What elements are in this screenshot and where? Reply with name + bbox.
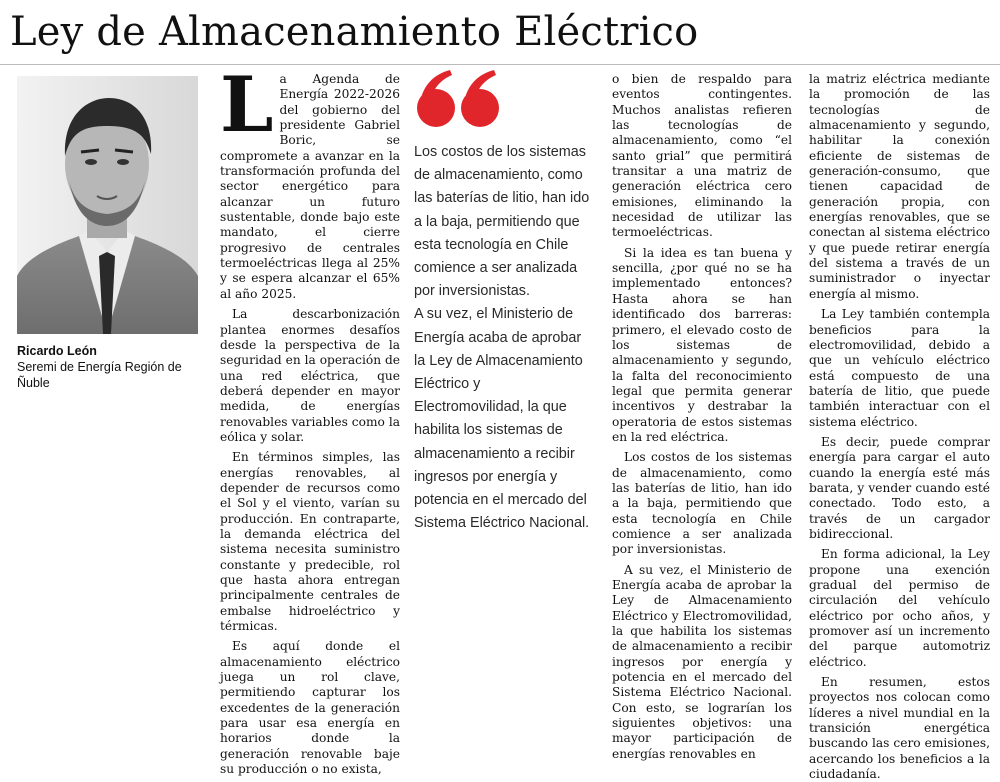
quote-marks-icon	[414, 70, 504, 128]
paragraph: La Ley también contempla beneficios para la electromovilidad, debido a que un vehículo eléctrico está compuesto de una batería de litio, que puede también interactuar con el sistema eléctrico.	[809, 307, 990, 429]
title-divider	[0, 64, 1000, 65]
paragraph: A su vez, el Ministerio de Energía acaba de aprobar la Ley de Almacenamiento Eléctrico y Electromovilidad, la que habilita los sistemas de almacenamiento a recibir ingresos por energía y potencia en el mercado del Sistema Eléctrico Nacional. Con esto, se lograrían los siguientes objetivos: una mayor participación de energías renovables en	[612, 562, 792, 761]
paragraph: En forma adicional, la Ley propone una exención gradual del permiso de circulación del vehículo eléctrico por ocho años, y promover así un incremento del parque automotriz eléctrico.	[809, 547, 990, 669]
paragraph: En términos simples, las energías renovables, al depender de recursos como el Sol y el viento, varían su producción. En contraparte, la demanda eléctrica del sistema necesita suministro constante y predecible, rol que hasta ahora entregan principalmente centrales de embalse hidroeléctrico y térmicas.	[220, 450, 400, 634]
article-column-4	[809, 72, 990, 782]
paragraph: En resumen, estos proyectos nos colocan como líderes a nivel mundial en la transición energética buscando las cero emisiones, acercando los beneficios a la ciudadanía.	[809, 675, 990, 782]
author-name: Ricardo León	[17, 344, 97, 358]
paragraph: Es aquí donde el almacenamiento eléctrico juega un rol clave, permitiendo capturar los excedentes de la generación para usar esa energía en horarios donde la generación renovable baje su producción o no exista,	[220, 639, 400, 777]
paragraph-text: a Agenda de Energía 2022-2026 del gobierno del presidente Gabriel Boric, se compromete a avanzar en la transformación profunda del sector energético para alcanzar un futuro sustentable, donde bajo este mandato, el cierre progresivo de centrales termoeléctricas llega al 25% y se espera alcanzar el 65% al año 2025.	[220, 72, 400, 301]
author-photo	[17, 76, 198, 334]
pull-quote-paragraph: A su vez, el Ministerio de Energía acaba de aprobar la Ley de Almacenamiento Eléctrico y Electromovilidad, la que habilita los sistemas de almacenamiento a recibir ingresos por energía y potencia en el mercado del Sistema Eléctrico Nacional.	[414, 306, 590, 532]
pull-quote	[414, 141, 590, 535]
pull-quote-paragraph: Los costos de los sistemas de almacenamiento, como las baterías de litio, han ido a la baja, permitiendo que esta tecnología en Chile comience a ser analizada por inversionistas.	[414, 144, 590, 300]
paragraph: la matriz eléctrica mediante la promoción de las tecnologías de almacenamiento y segundo, habilitar la conexión eficiente de sistemas de generación-consumo, que tienen capacidad de generación propia, con energías renovables, que se conectan al sistema eléctrico y que puede retirar energía del sistema a través de un suministrador o inyectar energía al mismo.	[809, 72, 990, 301]
article-column-1	[220, 60, 400, 777]
drop-cap: L	[220, 60, 274, 149]
author-role: Seremi de Energía Región de Ñuble	[17, 360, 182, 390]
paragraph: Si la idea es tan buena y sencilla, ¿por qué no se ha implementado entonces? Hasta ahora se han identificado dos barreras: primero, el elevado costo de los sistemas de almacenamiento y segundo, la falta del reconocimiento legal que permita generar incentivos y destrabar la operatoria de estos sistemas en la red eléctrica.	[612, 245, 792, 444]
paragraph: o bien de respaldo para eventos contingentes. Muchos analistas refieren las tecnologías de almacenamiento, como “el santo grial” que permitirá transitar a una matriz de generación eléctrica cero emisiones, eliminando la necesidad de utilizar las termoeléctricas.	[612, 72, 792, 240]
paragraph: Es decir, puede comprar energía para cargar el auto cuando la energía esté más barata, y vender cuando esté conectado. Todo esto, a través de un cargador bidireccional.	[809, 434, 990, 541]
article-title: Ley de Almacenamiento Eléctrico	[10, 9, 699, 55]
paragraph: Los costos de los sistemas de almacenamiento, como las baterías de litio, han ido a la baja, permitiendo que esta tecnología en Chile comience a ser analizada por inversionistas.	[612, 450, 792, 557]
article-column-3	[612, 72, 792, 761]
paragraph: La descarbonización plantea enormes desafíos desde la perspectiva de la seguridad en la operación de una red eléctrica, que deberá depender en mayor medida, de energías renovables variables como la eólica y solar.	[220, 307, 400, 444]
paragraph	[220, 60, 400, 302]
